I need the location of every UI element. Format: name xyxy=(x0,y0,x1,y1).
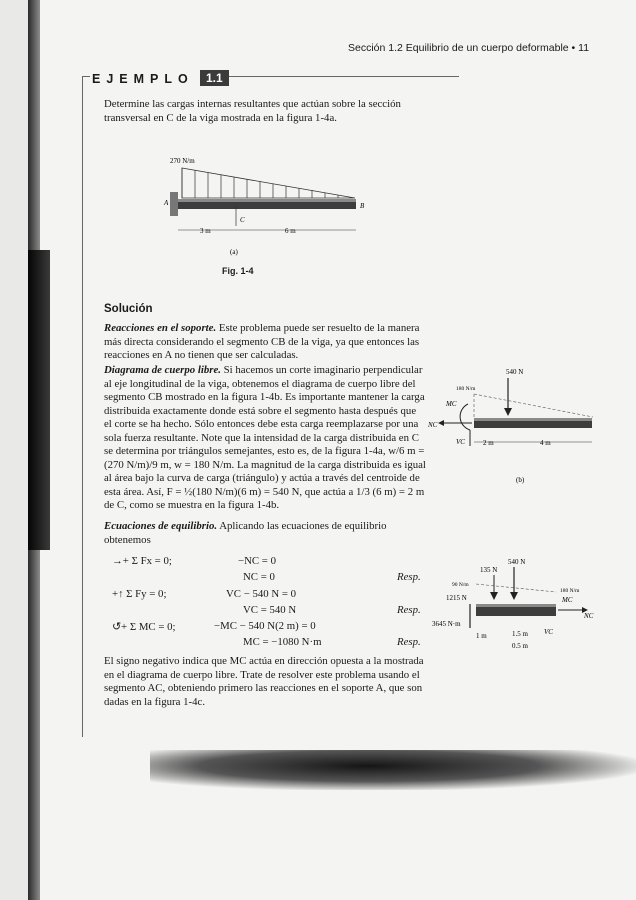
moment-label: MC xyxy=(562,596,573,604)
distributed-load-arrows xyxy=(182,168,338,198)
figure-b-label: (b) xyxy=(516,476,525,484)
figure-1-4b xyxy=(428,362,598,487)
equation: VC − 540 N = 0 xyxy=(226,588,297,600)
normal-label: NC xyxy=(428,421,438,429)
dim-1m: 1 m xyxy=(476,632,487,640)
dim-6m: 6 m xyxy=(285,227,296,235)
resp-label: Resp. xyxy=(397,636,421,648)
load-label: 270 N/m xyxy=(170,157,195,165)
force-label: 540 N xyxy=(506,368,524,376)
intensity-label: 180 N/m xyxy=(456,386,476,392)
wall-support xyxy=(170,192,178,216)
paragraph-title: Reacciones en el soporte. xyxy=(104,322,217,334)
reaction-label: 1215 N xyxy=(446,594,467,602)
figure-caption: Fig. 1-4 xyxy=(222,266,254,276)
resp-label: Resp. xyxy=(397,571,421,583)
solution-heading: Solución xyxy=(104,303,153,315)
intensity-label: 180 N/m xyxy=(560,588,580,594)
dim-4m: 4 m xyxy=(540,439,551,447)
shear-label: VC xyxy=(456,438,465,446)
equation-result: NC = 0 xyxy=(243,571,275,583)
paragraph-free-body: Diagrama de cuerpo libre. Si hacemos un corte imaginario perpendicular al eje longitudinal de la viga, obtenemos el diagrama de cuerpo libre del segmento CB mostrado en la figura 1-4b. Es importante mantener la carga distribuida exactamente donde está sobre el segmento hasta después que el corte se ha hecho. Sólo entonces debe esta carga reemplazarse por una sola fuerza resultante. Note que la intensidad de la carga distribuida en C se determina por triángulos semejantes, esto es, de la figura 1-4a, w/6 m = (270 N/m)/9 m, w = 180 N/m. La magnitud de la carga distribuida es igual al área bajo la curva de carga (triángulo) y actúa a través del centroide de esta área. Así, F = ½(180 N/m)(6 m) = 540 N, que actúa a 1/3 (6 m) = 2 m de C, como se muestra en la figura 1-4b. xyxy=(104,364,426,511)
page-curl-shadow xyxy=(150,750,636,790)
equation: −NC = 0 xyxy=(238,555,276,567)
dim-0-5m: 0.5 m xyxy=(512,642,528,650)
dim-2m: 2 m xyxy=(483,439,494,447)
moment-label: MC xyxy=(446,400,457,408)
binding-shadow xyxy=(28,250,50,550)
paragraph-title: Ecuaciones de equilibrio. xyxy=(104,520,218,532)
paragraph-title: Diagrama de cuerpo libre. xyxy=(104,364,221,376)
figure-1-4c xyxy=(432,556,597,656)
example-number: 1.1 xyxy=(200,70,229,86)
force-label: 135 N xyxy=(480,566,498,574)
figure-1-4a xyxy=(160,150,380,260)
point-a-label: A xyxy=(164,199,169,207)
equation-label: +↑ Σ Fy = 0; xyxy=(112,588,167,600)
dim-3m: 3 m xyxy=(200,227,211,235)
dim-1-5m: 1.5 m xyxy=(512,630,528,638)
force-label: 540 N xyxy=(508,558,526,566)
paragraph-reactions: Reacciones en el soporte. Este problema puede ser resuelto de la manera más directa considerando el segmento CB de la viga, ya que entonces las reacciones en A no tienen que ser calculadas. xyxy=(104,322,420,361)
point-b-label: B xyxy=(360,202,365,210)
resp-label: Resp. xyxy=(397,604,421,616)
figure-a-label: (a) xyxy=(230,248,238,256)
equation-result: MC = −1080 N·m xyxy=(243,636,322,648)
paragraph-conclusion: El signo negativo indica que MC actúa en dirección opuesta a la mostrada en el diagrama de cuerpo libre. Trate de resolver este problema usando el segmento AC, obteniendo primero las reacciones en el soporte A, que son dadas en la figura 1-4c. xyxy=(104,655,424,708)
equation-label: →+ Σ Fx = 0; xyxy=(112,555,172,567)
intensity-label: 90 N/m xyxy=(452,582,469,588)
normal-label: NC xyxy=(584,612,594,620)
equation-result: VC = 540 N xyxy=(243,604,297,616)
moment-reaction-label: 3645 N·m xyxy=(432,620,461,628)
problem-statement: Determine las cargas internas resultantes que actúan sobre la sección transversal en C de la viga mostrada en la figura 1-4a. xyxy=(104,98,401,124)
equation: −MC − 540 N(2 m) = 0 xyxy=(214,620,316,632)
paragraph-equilibrium: Ecuaciones de equilibrio. Aplicando las ecuaciones de equilibrio obtenemos xyxy=(104,520,387,546)
shear-label: VC xyxy=(544,628,553,636)
point-c-label: C xyxy=(240,216,245,224)
running-head: Sección 1.2 Equilibrio de un cuerpo deformable • 11 xyxy=(348,42,590,54)
equation-label: ↺+ Σ MC = 0; xyxy=(112,621,176,633)
example-label: EJEMPLO xyxy=(90,72,200,86)
